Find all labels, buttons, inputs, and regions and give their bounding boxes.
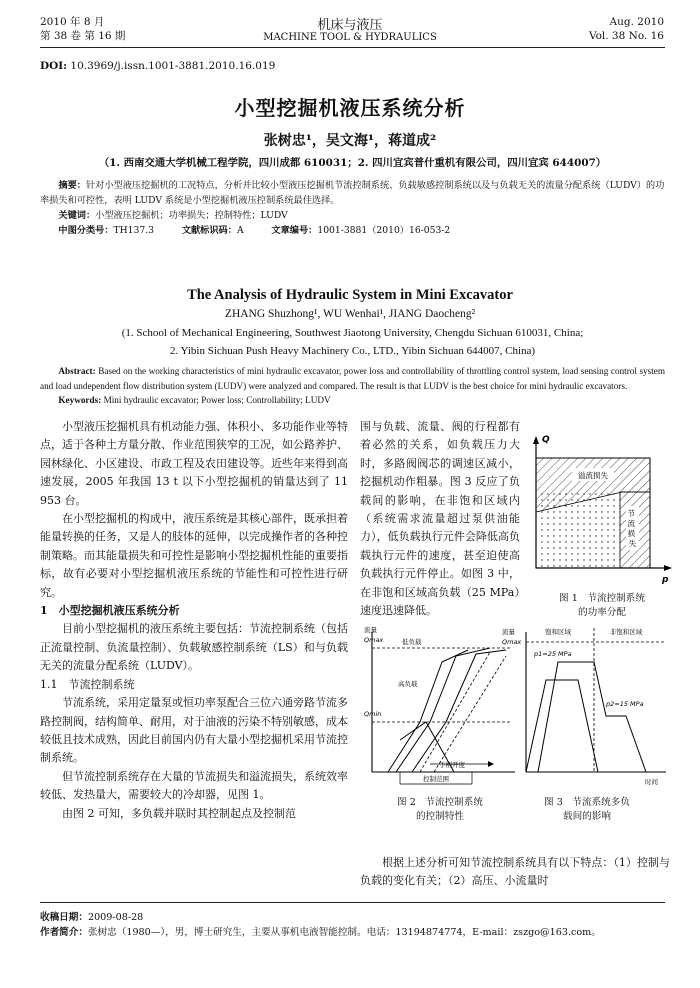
keywords-en-text: Mini hydraulic excavator; Power loss; Controllability; LUDV — [103, 395, 331, 405]
affiliation-en-1: (1. School of Mechanical Engineering, Southwest Jiaotong University, Chengdu Sichuan 610031, China; — [121, 327, 584, 339]
authors-en: ZHANG Shuzhong¹, WU Wenhai¹, JIANG Daocheng² — [224, 308, 476, 320]
keywords-en-label: Keywords: — [58, 395, 102, 405]
fig2-ctrl-range-label: 控制范围 — [423, 775, 449, 783]
left-paragraph-5: 但节流控制系统存在大量的节流损失和溢流损失，系统效率较低、发热量大，需要较大的冷却器，见图 1。 — [40, 769, 348, 802]
header-date-en: Aug. 2010 — [609, 16, 664, 28]
left-paragraph-4: 节流系统，采用定量泵或恒功率泵配合三位六通旁路节流多路控制阀，结构简单、耐用，对于油液的污染不特别敏感，成本较低且技术成熟，因此目前国内仍有大量小型挖掘机采用节流控制系统。 — [40, 696, 348, 765]
received-label: 收稿日期： — [40, 912, 88, 923]
doc-code-value: A — [236, 225, 244, 236]
header-volume-en: Vol. 38 No. 16 — [588, 30, 664, 42]
title-en: The Analysis of Hydraulic System in Mini Excavator — [187, 287, 513, 303]
abstract-en — [40, 364, 665, 408]
section-heading-1-1: 1.1 节流控制系统 — [40, 677, 135, 691]
fig3-qmax-label: Qmax — [502, 638, 522, 646]
figure-2 — [360, 622, 520, 827]
fig3-saturated-label: 饱和区域 — [545, 628, 571, 636]
fig1-caption-line-2: 的功率分配 — [578, 607, 626, 618]
fig1-axis-y-label: Q — [542, 435, 550, 445]
fig2-caption — [360, 796, 520, 824]
header-journal-cn: 机床与液压 — [317, 18, 383, 33]
right-column-top — [360, 418, 520, 620]
affiliation-en-2: 2. Yibin Sichuan Push Heavy Machinery Co., LTD., Yibin Sichuan 644007, China) — [169, 345, 536, 357]
fig1-caption — [532, 592, 672, 620]
header-volume-cn: 第 38 卷 第 16 期 — [40, 30, 126, 42]
fig1-useful-region — [536, 492, 620, 568]
authors-cn: 张树忠¹，吴文海¹，蒋道成² — [263, 133, 437, 149]
doi-line — [40, 60, 275, 72]
figure-2-plot — [360, 622, 520, 792]
left-column — [40, 418, 348, 823]
fig2-handle-label: 手柄开度 — [439, 761, 465, 769]
abstract-cn-text: 针对小型液压挖掘机的工况特点，分析并比较小型液压挖掘机节流控制系统、负载敏感控制系统以及与负载无关的流量分配系统（LUDV）的功率损失和可控性，表明 LUDV 系统是小型挖掘机液压控制系统最佳选择。 — [40, 180, 665, 206]
left-paragraph-6: 由图 2 可知，多负载并联时其控制起点及控制范 — [62, 806, 296, 820]
doi-label: DOI: — [40, 60, 68, 72]
fig2-caption-line-2: 的控制特性 — [416, 811, 464, 822]
doi-value[interactable]: 10.3969/j.issn.1001-3881.2010.16.019 — [70, 60, 276, 72]
keywords-cn-label: 关键词： — [58, 210, 96, 221]
title-cn: 小型挖掘机液压系统分析 — [234, 96, 466, 120]
abstract-en-text: Based on the working characteristics of mini hydraulic excavator, power loss and controllability of throttling control system, load sensing control system and load undependent flow distribution system (LUDV) were analyzed and compared. The result is that LUDV is the best choice for mini hydraulic excavators. — [40, 366, 665, 391]
header-rule — [40, 47, 665, 48]
fig3-caption-line-2: 载间的影响 — [563, 811, 611, 822]
fig3-p2-label: p2=15 MPa — [606, 700, 644, 708]
right-paragraph-2: 根据上述分析可知节流控制系统具有以下特点：（1）控制与负载的变化有关；（2）高压、小流量时 — [360, 856, 670, 888]
abstract-en-label: Abstract: — [58, 366, 96, 376]
doc-code-label: 文献标识码： — [181, 225, 237, 236]
footer — [40, 910, 665, 940]
abstract-cn — [40, 178, 665, 238]
header-date-cn: 2010 年 8 月 — [40, 16, 105, 28]
left-paragraph-3: 目前小型挖掘机的液压系统主要包括：节流控制系统（包括正流量控制、负流量控制）、负载敏感控制系统（LS）和与负载无关的流量分配系统（LUDV）。 — [40, 622, 348, 673]
fig2-qmin-label: Qmin — [364, 710, 382, 718]
class-value: TH137.3 — [113, 225, 154, 236]
author-info-label: 作者简介： — [40, 927, 88, 938]
class-label: 中图分类号： — [58, 225, 114, 236]
fig3-unsaturated-label: 非饱和区域 — [609, 628, 643, 636]
left-paragraph-1: 小型液压挖掘机具有机动能力强、体积小、多功能作业等特点，适于各种土方量分散、作业范围狭窄的工况，如公路养护、园林绿化、小区建设、市政工程及农田建设等。近些年来得到高速发展，2005 年我国 13 t 以下小型挖掘机的销量达到了 11 953 台。 — [40, 420, 348, 507]
fig1-axis-x-label: p — [662, 575, 669, 585]
header-journal-en: MACHINE TOOL & HYDRAULICS — [263, 32, 437, 43]
fig1-caption-line-1: 图 1 节流控制系统 — [559, 593, 645, 604]
fig1-overflow-label: 溢流损失 — [578, 471, 608, 480]
fig3-caption-line-1: 图 3 节流系统多负 — [544, 797, 630, 808]
section-heading-1: 1 小型挖掘机液压系统分析 — [40, 604, 180, 618]
right-paragraph-1: 围与负载、流量、阀的行程都有着必然的关系，如负载压力大时，多路阀阀芯的调速区减小，挖掘机动作粗暴。图 3 反应了负载间的影响，在非饱和区域内（系统需求流量超过泵供油能力），低负载执行元件会降低高负载执行元件的速度，甚至迫使高负载执行元件停止。如图 3 中，在非饱和区域高负载（25 MPa）速度迅速降低。 — [360, 420, 520, 618]
article-no-value: 1001-3881（2010）16-053-2 — [317, 225, 451, 236]
fig2-caption-line-1: 图 2 节流控制系统 — [397, 797, 483, 808]
fig3-flow-label: 流量 — [502, 628, 515, 636]
footer-rule — [40, 902, 665, 903]
left-paragraph-2: 在小型挖掘机的构成中，液压系统是其核心部件，既承担着能量转换的任务，又是人的肢体的延伸，以完成操作者的各种控制策略。而其能量损失和可控性是影响小型挖掘机性能的重要指标，故有必要对小型挖掘机液压系统的节能性和可控性进行研究。 — [40, 512, 348, 599]
author-info: 张树忠（1980—），男，博士研究生，主要从事机电液智能控制。电话：13194874774，E-mail：zszgo@163.com。 — [87, 927, 601, 938]
right-column-bottom — [360, 854, 670, 891]
fig2-flow-label: 流量 — [364, 626, 377, 634]
fig2-high-load-label: 高负载 — [398, 680, 418, 688]
fig2-low-load-label: 低负载 — [402, 638, 422, 646]
fig1-throttle-label: 节 流 损 失 — [627, 509, 637, 548]
fig3-p1-label: p1=25 MPa — [534, 650, 572, 658]
figure-3 — [498, 622, 670, 827]
figure-1 — [522, 420, 672, 620]
keywords-cn-text: 小型液压挖掘机；功率损失；控制特性；LUDV — [95, 210, 288, 221]
fig3-caption — [504, 796, 670, 824]
received-date: 2009-08-28 — [87, 912, 144, 923]
affiliation-cn: （1. 西南交通大学机械工程学院，四川成都 610031；2. 四川宜宾普什重机有限公司，四川宜宾 644007） — [98, 157, 607, 169]
article-no-label: 文章编号： — [271, 225, 318, 236]
figure-3-plot — [498, 622, 670, 792]
figure-1-plot — [522, 420, 672, 620]
fig2-qmax-label: Qmax — [364, 636, 384, 644]
abstract-cn-label: 摘要： — [58, 180, 86, 191]
fig3-time-label: 时间 — [645, 778, 658, 786]
